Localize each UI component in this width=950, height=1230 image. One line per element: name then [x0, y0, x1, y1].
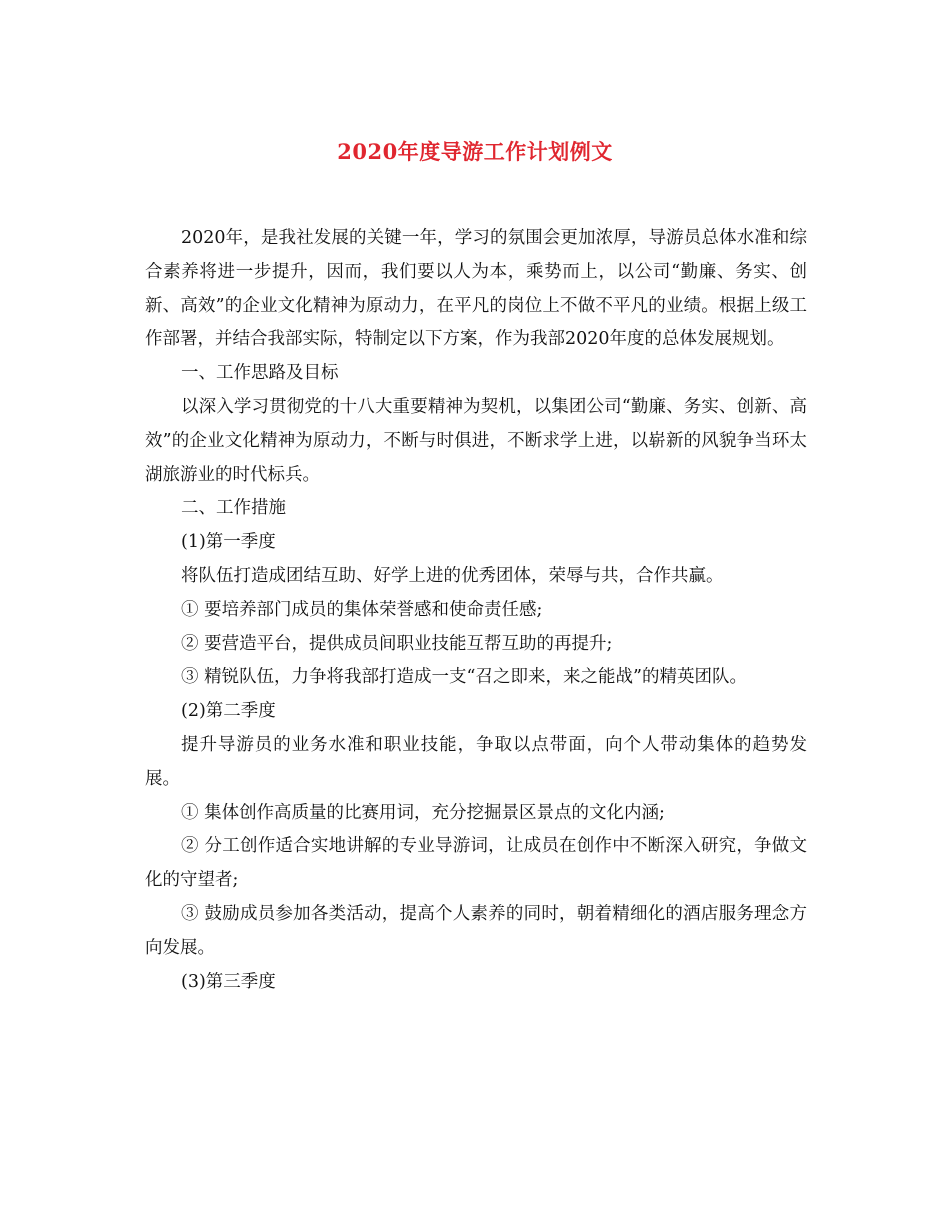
paragraph-goals: 以深入学习贯彻党的十八大重要精神为契机，以集团公司“勤廉、务实、创新、高效”的企业文化精神为原动力，不断与时俱进，不断求学上进，以崭新的风貌争当环太湖旅游业的时代标兵。	[145, 396, 807, 485]
paragraph-intro: 2020年，是我社发展的关键一年，学习的氛围会更加浓厚，导游员总体水准和综合素养将进一步提升，因而，我们要以人为本，乘势而上，以公司“勤廉、务实、创新、高效”的企业文化精神为原动力，在平凡的岗位上不做不平凡的业绩。根据上级工作部署，并结合我部实际，特制定以下方案，作为我部2020年度的总体发展规划。	[145, 228, 807, 350]
subheading-q1: (1)第一季度	[181, 532, 276, 553]
section-heading-1: 一、工作思路及目标	[181, 363, 339, 384]
document-title: 2020年度导游工作计划例文	[337, 139, 613, 164]
subheading-q2: (2)第二季度	[181, 701, 276, 722]
paragraph-q1: 将队伍打造成团结互助、好学上进的优秀团体，荣辱与共，合作共赢。	[181, 565, 724, 586]
section-heading-2: 二、工作措施	[181, 498, 286, 519]
list-item-q1-1: ① 要培养部门成员的集体荣誉感和使命责任感;	[181, 599, 543, 620]
paragraph-q2: 提升导游员的业务水准和职业技能，争取以点带面，向个人带动集体的趋势发展。	[145, 734, 807, 789]
list-item-q2-2: ② 分工创作适合实地讲解的专业导游词，让成员在创作中不断深入研究，争做文化的守望者;	[145, 836, 807, 891]
document-body	[145, 222, 807, 999]
list-item-q2-1: ① 集体创作高质量的比赛用词，充分挖掘景区景点的文化内涵;	[181, 802, 665, 823]
list-item-q2-3: ③ 鼓励成员参加各类活动，提高个人素养的同时，朝着精细化的酒店服务理念方向发展。	[145, 903, 807, 958]
list-item-q1-2: ② 要营造平台，提供成员间职业技能互帮互助的再提升;	[181, 633, 613, 654]
list-item-q1-3: ③ 精锐队伍，力争将我部打造成一支“召之即来，来之能战”的精英团队。	[181, 667, 747, 688]
subheading-q3: (3)第三季度	[181, 971, 276, 992]
